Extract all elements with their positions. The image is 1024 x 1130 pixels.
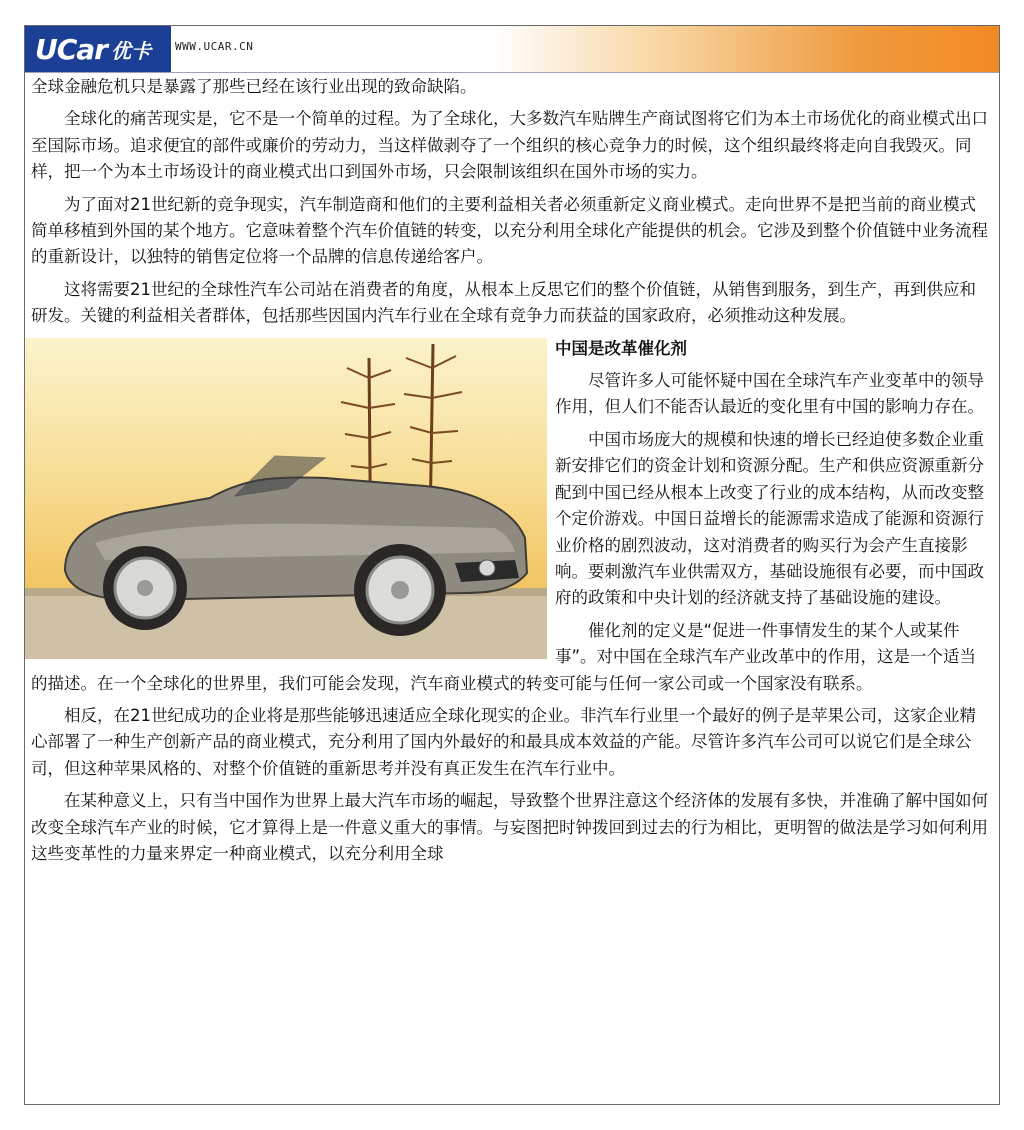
site-url[interactable]: WWW.UCAR.CN [175, 40, 254, 53]
paragraph-6: 中国市场庞大的规模和快速的增长已经迫使多数企业重新安排它们的资金计划和资源分配。生产和供应资源重新分配到中国已经从根本上改变了行业的成本结构，从而改变整个定价游戏。中国日益增长的能源需求造成了能源和资源行业价格的剧烈波动，这对消费者的购买行为会产生直接影响。要刺激汽车业供需双方，基础设施很有必要，而中国政府的政策和中央计划的经济就支持了基础设施的建设。 [555, 429, 984, 608]
article-body [31, 74, 989, 873]
paragraph-9: 在某种意义上，只有当中国作为世界上最大汽车市场的崛起，导致整个世界注意这个经济体的发展有多快，并准确了解中国如何改变全球汽车产业的时候，它才算得上是一件意义重大的事情。与妄图把时钟拨回到过去的行为相比，更明智的做法是学习如何利用这些变革性的力量来界定一种商业模式，以充分利用全球 [31, 791, 988, 863]
page-frame [24, 25, 1000, 1105]
car-wheel-rear [103, 546, 187, 630]
section-heading: 中国是改革催化剂 [555, 338, 687, 358]
car-photo [25, 338, 547, 659]
logo-text-en: UCar [35, 32, 107, 66]
paragraph-1: 全球金融危机只是暴露了那些已经在该行业出现的致命缺陷。 [31, 77, 477, 96]
site-header [25, 26, 999, 73]
paragraph-8: 相反，在21世纪成功的企业将是那些能够迅速适应全球化现实的企业。非汽车行业里一个最好的例子是苹果公司，这家企业精心部署了一种生产创新产品的商业模式，充分利用了国内外最好的和最具成本效益的产能。尽管许多汽车公司可以说它们是全球公司，但这种苹果风格的、对整个价值链的重新思考并没有真正发生在汽车行业中。 [31, 705, 976, 778]
paragraph-3: 为了面对21世纪新的竞争现实，汽车制造商和他们的主要利益相关者必须重新定义商业模式。走向世界不是把当前的商业模式简单移植到外国的某个地方。它意味着整个汽车价值链的转变，以充分利用全球化产能提供的机会。它涉及到整个价值链中业务流程的重新设计，以独特的销售定位将一个品牌的信息传递给客户。 [31, 194, 988, 267]
paragraph-5: 尽管许多人可能怀疑中国在全球汽车产业变革中的领导作用，但人们不能否认最近的变化里有中国的影响力存在。 [555, 371, 984, 417]
car-wheel-front [354, 544, 446, 636]
logo-text-cn: 优卡 [111, 38, 151, 63]
ucar-logo[interactable] [25, 26, 171, 72]
paragraph-4: 这将需要21世纪的全球性汽车公司站在消费者的角度，从根本上反思它们的整个价值链，从销售到服务，到生产，再到供应和研发。关键的利益相关者群体，包括那些因国内汽车行业在全球有竞争力而获益的国家政府，必须推动这种发展。 [31, 279, 976, 326]
paragraph-2: 全球化的痛苦现实是，它不是一个简单的过程。为了全球化，大多数汽车贴牌生产商试图将它们为本土市场优化的商业模式出口至国际市场。追求便宜的部件或廉价的劳动力，当这样做剥夺了一个组织的核心竞争力的时候，这个组织最终将走向自我毁灭。同样，把一个为本土市场设计的商业模式出口到国外市场，只会限制该组织在国外市场的实力。 [31, 109, 988, 182]
paragraph-7: 催化剂的定义是“促进一件事情发生的某个人或某件事”。对中国在全球汽车产业改革中的作用，这是一个适当的描述。在一个全球化的世界里，我们可能会发现，汽车商业模式的转变可能与任何一家公司或一个国家没有联系。 [31, 620, 977, 693]
